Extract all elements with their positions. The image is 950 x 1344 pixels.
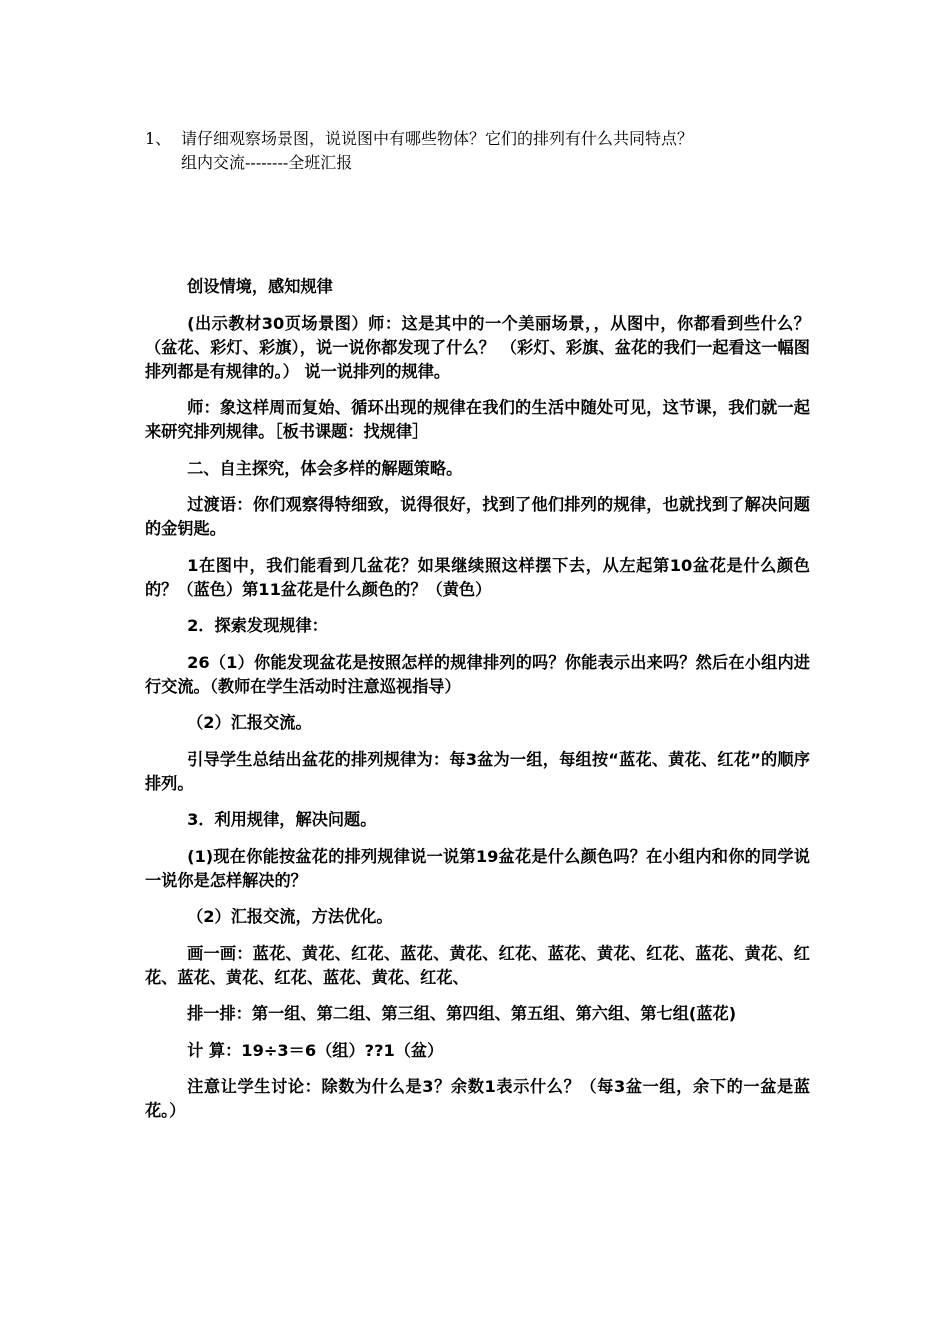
paragraph-question-1: 1在图中，我们能看到几盆花？如果继续照这样摆下去，从左起第10盆花是什么颜色的？（蓝色）第11盆花是什么颜色的？（黄色） — [145, 555, 810, 599]
paragraph-optimize: （2）汇报交流，方法优化。 — [187, 907, 393, 926]
intro-activity: 组内交流--------全班汇报 — [181, 153, 353, 172]
paragraph-draw: 画一画：蓝花、黄花、红花、蓝花、黄花、红花、蓝花、黄花、红花、蓝花、黄花、红花、蓝花、黄花、红花、蓝花、黄花、红花、 — [145, 943, 810, 987]
paragraph-scene-intro: (出示教材30页场景图）师：这是其中的一个美丽场景，，从图中，你都看到些什么？（盆花、彩灯、彩旗），说一说你都发现了什么？ （彩灯、彩旗、盆花的我们一起看这一幅图排列都是有规律的。） 说一说排列的规律。 — [145, 313, 810, 381]
intro-block — [145, 127, 845, 175]
step-heading-2: 2．探索发现规律： — [187, 616, 328, 635]
intro-number: 1、 — [145, 129, 172, 148]
paragraph-summary: 引导学生总结出盆花的排列规律为：每3盆为一组，每组按“蓝花、黄花、红花”的顺序排列。 — [145, 749, 810, 793]
paragraph-discussion: 注意让学生讨论：除数为什么是3？余数1表示什么？（每3盆一组，余下的一盆是蓝花。） — [145, 1077, 810, 1120]
intro-question-text: 请仔细观察场景图，说说图中有哪些物体？它们的排列有什么共同特点？ — [181, 129, 694, 148]
lesson-body — [145, 275, 810, 1136]
section-heading-explore: 二、自主探究，体会多样的解题策略。 — [187, 458, 463, 478]
paragraph-arrange: 排一排：第一组、第二组、第三组、第四组、第五组、第六组、第七组(蓝花) — [187, 1004, 737, 1023]
intro-question — [145, 127, 845, 151]
paragraph-report: （2）汇报交流。 — [187, 713, 312, 732]
paragraph-calculate: 计 算：19÷3＝6（组）??1（盆） — [187, 1040, 444, 1060]
step-heading-3: 3．利用规律，解决问题。 — [187, 810, 377, 829]
paragraph-question-19: (1)现在你能按盆花的排列规律说一说第19盆花是什么颜色吗？在小组内和你的同学说一说你是怎样解决的？ — [145, 846, 810, 890]
paragraph-topic: 师：象这样周而复始、循环出现的规律在我们的生活中随处可见，这节课，我们就一起来研究排列规律。［板书课题：找规律］ — [145, 398, 810, 441]
paragraph-transition: 过渡语：你们观察得特细致，说得很好，找到了他们排列的规律，也就找到了解决问题的金钥匙。 — [145, 495, 810, 538]
section-heading-situation: 创设情境，感知规律 — [187, 277, 333, 296]
paragraph-discover: 26（1）你能发现盆花是按照怎样的规律排列的吗？你能表示出来吗？然后在小组内进行交流。（教师在学生活动时注意巡视指导） — [145, 652, 810, 696]
